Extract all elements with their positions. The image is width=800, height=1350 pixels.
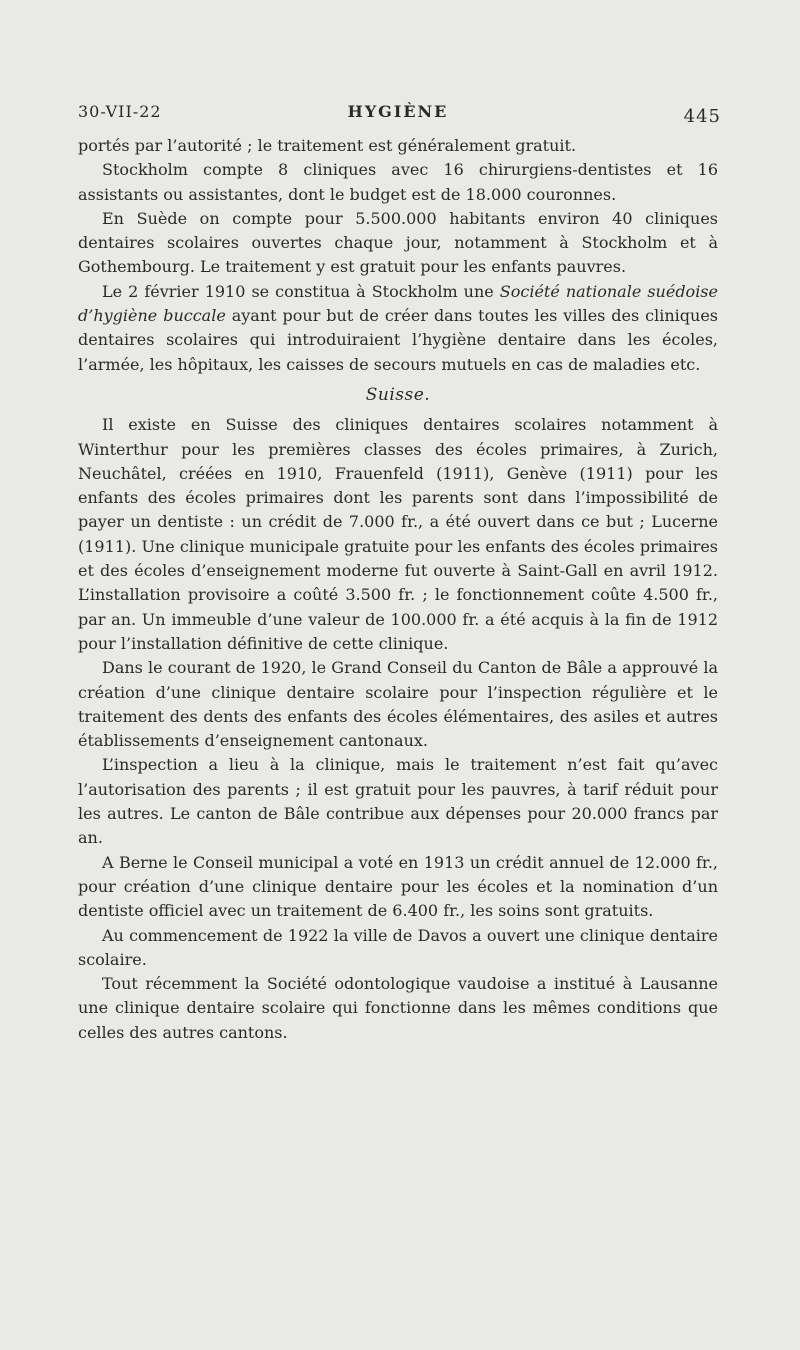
section-heading-suisse: Suisse. — [365, 384, 431, 405]
page-number: 445 — [683, 106, 721, 127]
paragraph-9: Au commencement de 1922 la ville de Davos a ouvert une clinique dentaire scolaire. — [78, 925, 718, 969]
paragraph-4 — [78, 280, 718, 377]
header-date: 30-VII-22 — [78, 102, 162, 121]
society-name: Société nationale suédoise d’hygiène buccale — [78, 281, 718, 326]
paragraph-8: A Berne le Conseil municipal a voté en 1913 un crédit annuel de 12.000 fr., pour création d’une clinique dentaire pour les écoles et la nomination d’un dentiste officiel avec un traitement de 6.400 fr., les soins sont gratuits. — [78, 852, 718, 921]
paragraph-10: Tout récemment la Société odontologique vaudoise a institué à Lausanne une clinique dentaire scolaire qui fonctionne dans les mêmes conditions que celles des autres cantons. — [78, 974, 718, 1042]
paragraph-6: Dans le courant de 1920, le Grand Conseil du Canton de Bâle a approuvé la création d’une clinique dentaire scolaire pour l’inspection régulière et le traitement des dents des enfants des écoles élémentaires, des asiles et autres établissements d’enseignement cantonaux. — [78, 658, 718, 751]
paragraph-1: portés par l’autorité ; le traitement est généralement gratuit. — [78, 136, 577, 155]
paragraph-7: L’inspection a lieu à la clinique, mais le traitement n’est fait qu’avec l’autorisation des parents ; il est gratuit pour les pauvres, à tarif réduit pour les autres. Le canton de Bâle contribue aux dépenses pour 20.000 francs par an. — [78, 755, 718, 848]
paragraph-2: Stockholm compte 8 cliniques avec 16 chirurgiens-dentistes et 16 assistants ou assistantes, dont le budget est de 18.000 couronnes. — [78, 160, 718, 204]
paragraph-3: En Suède on compte pour 5.500.000 habitants environ 40 cliniques dentaires scolaires ouvertes chaque jour, notamment à Stockholm et à Gothembourg. Le traitement y est gratuit pour les enfants pauvres. — [78, 208, 718, 277]
paragraph-4-start: Le 2 février 1910 se constitua à Stockholm une — [102, 281, 500, 301]
document-page — [78, 96, 721, 1045]
paragraph-4-end: ayant pour but de créer dans toutes les villes des cliniques dentaires scolaires qui introduiraient l’hygiène dentaire dans les écoles, l’armée, les hôpitaux, les caisses de secours mutuels en cas de maladies etc. — [78, 306, 718, 374]
header-title: HYGIÈNE — [347, 102, 449, 121]
paragraph-5: Il existe en Suisse des cliniques dentaires scolaires notamment à Winterthur pour les premières classes des écoles primaires, à Zurich, Neuchâtel, créées en 1910, Frauenfeld (1911), Genève (1911) pour les enfants des écoles primaires dont les parents sont dans l’impossibilité de payer un dentiste : un crédit de 7.000 fr., a été ouvert dans ce but ; Lucerne (1911). Une clinique municipale gratuite pour les enfants des écoles primaires et des écoles d’enseignement moderne fut ouverte à Saint-Gall en avril 1912. L’installation provisoire a coûté 3.500 fr. ; le fonctionnement coûte 4.500 fr., par an. Un immeuble d’une valeur de 100.000 fr. a été acquis à la fin de 1912 pour l’installation définitive de cette clinique. — [78, 415, 718, 653]
running-header — [78, 96, 721, 127]
body-text — [78, 134, 718, 1045]
